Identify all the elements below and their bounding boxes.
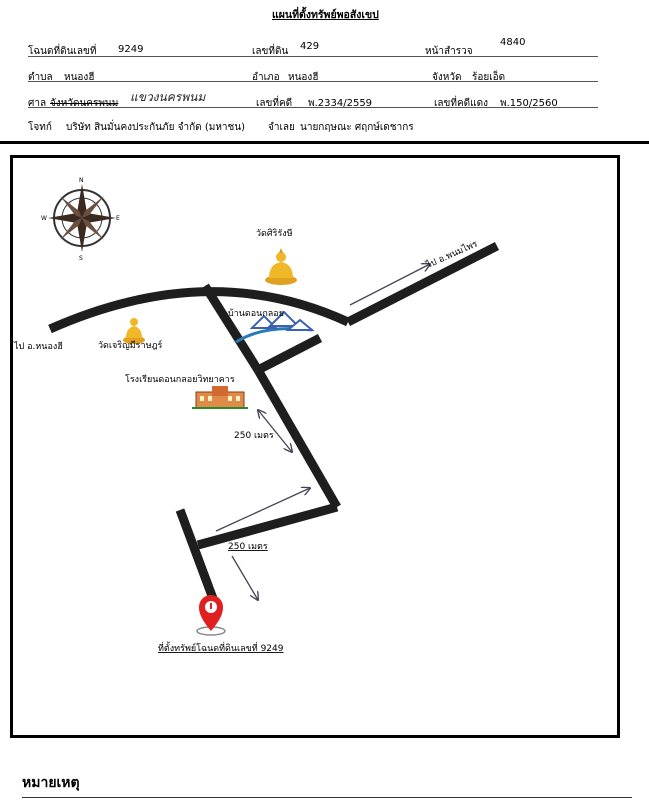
- deed-number: 9249: [118, 44, 144, 55]
- village-road: [205, 286, 258, 370]
- buddha-statue-icon: [265, 248, 297, 285]
- red-case-label: เลขที่คดีแดง: [434, 98, 488, 109]
- remarks-line: [22, 797, 632, 798]
- survey-page-number: 4840: [500, 37, 526, 48]
- label-distance-2: 250 เมตร: [228, 542, 268, 552]
- amphoe-label: อำเภอ: [252, 72, 280, 83]
- compass-s: S: [79, 255, 83, 262]
- province-label: จังหวัด: [432, 72, 462, 83]
- case-number-label: เลขที่คดี: [256, 98, 293, 109]
- red-case-number: พ.150/2560: [500, 98, 558, 109]
- compass-w: W: [41, 215, 47, 222]
- court-value: จังหวัดนครพนม: [50, 98, 119, 109]
- amphoe-value: หนองฮี: [288, 72, 319, 83]
- defendant-value: นายกฤษณะ ศฤกษ์เดชากร: [300, 122, 414, 133]
- label-distance-1: 250 เมตร: [234, 431, 274, 441]
- label-to-phon-phisai: ไป อ.พนมไพร: [425, 239, 480, 271]
- label-wat-sirirat: วัดศิริรังษี: [256, 229, 293, 239]
- remarks-label: หมายเหตุ: [22, 775, 80, 791]
- main-road-east: [348, 246, 497, 322]
- case-number: พ.2334/2559: [308, 98, 373, 109]
- compass-e: E: [116, 215, 120, 222]
- compass-n: N: [79, 177, 84, 184]
- label-ban-don-kloi: บ้านดอนกลอย: [228, 309, 284, 319]
- label-to-nong-hi: ไป อ.หนองฮี: [14, 342, 63, 352]
- tambon-value: หนองฮี: [64, 72, 95, 83]
- plaintiff-label: โจทก์: [28, 122, 52, 133]
- page-title: แผนที่ตั้งทรัพย์พอสังเขป: [272, 9, 379, 21]
- survey-page-label: หน้าสำรวจ: [425, 46, 473, 57]
- location-pin-icon: [197, 595, 225, 635]
- plaintiff-value: บริษัท สินมั่นคงประกันภัย จำกัด (มหาชน): [66, 122, 246, 133]
- tambon-label: ตำบล: [28, 72, 53, 83]
- court-label: ศาล: [28, 98, 47, 109]
- road-west: [198, 507, 337, 545]
- village-connector: [258, 338, 320, 370]
- court-handwritten: แขวงนครพนม: [130, 90, 206, 104]
- label-property: ที่ตั้งทรัพย์โฉนดที่ดินเลขที่ 9249: [158, 644, 284, 654]
- land-number: 429: [300, 41, 320, 52]
- label-school: โรงเรียนดอนกลอยวิทยาคาร: [125, 375, 235, 385]
- label-wat-charoen: วัดเจริญมีราษฎร์: [98, 341, 163, 351]
- deed-label: โฉนดที่ดินเลขที่: [28, 46, 97, 57]
- school-icon: [192, 386, 248, 408]
- compass-rose-icon: [41, 177, 120, 262]
- province-value: ร้อยเอ็ด: [472, 72, 506, 83]
- defendant-label: จำเลย: [268, 122, 295, 133]
- arrow-to-property: [232, 556, 258, 600]
- land-number-label: เลขที่ดิน: [252, 46, 289, 57]
